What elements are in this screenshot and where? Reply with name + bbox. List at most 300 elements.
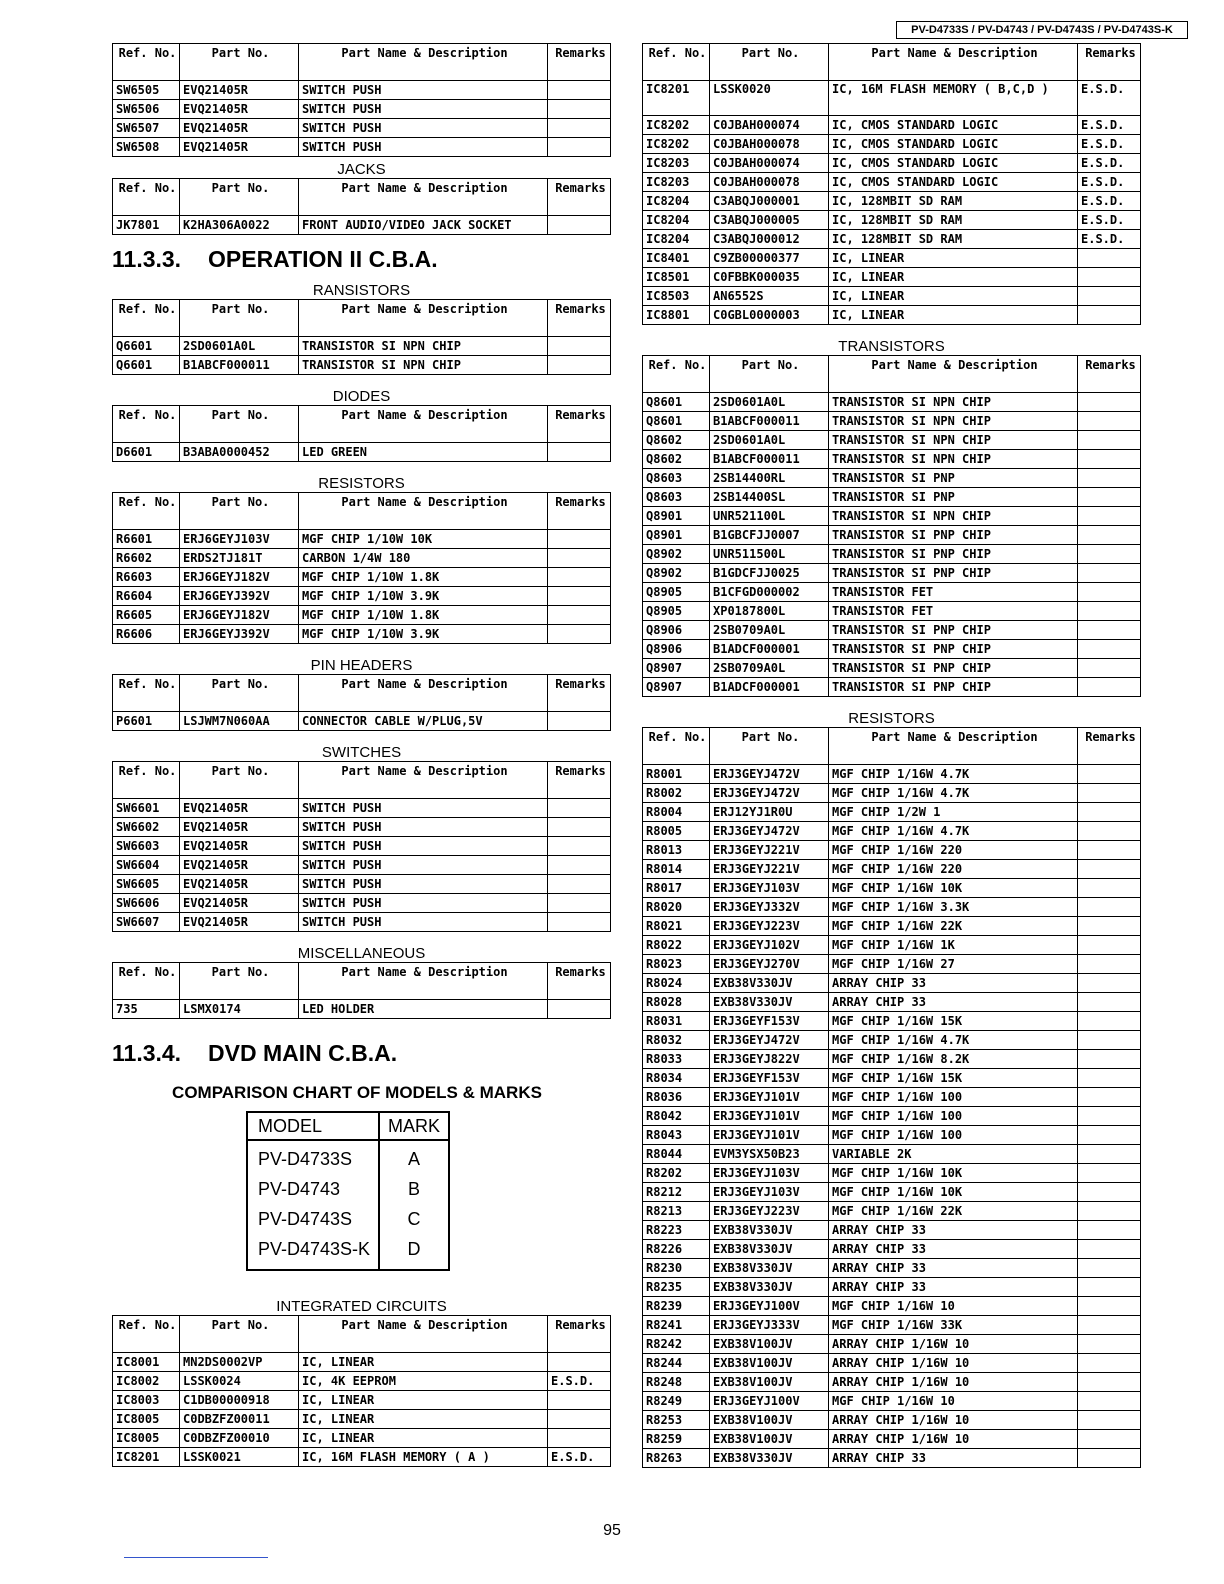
table-row bbox=[113, 119, 611, 138]
remarks-cell bbox=[548, 587, 611, 606]
part-number-cell: EXB38V330JV bbox=[710, 1221, 829, 1240]
part-number-cell: EXB38V100JV bbox=[710, 1354, 829, 1373]
table-row bbox=[643, 659, 1141, 678]
desc-column-header: Part Name & Description bbox=[299, 963, 548, 1000]
parts-table bbox=[112, 761, 611, 932]
remarks-column-header: Remarks bbox=[1078, 356, 1141, 393]
ref-cell: Q8905 bbox=[643, 602, 710, 621]
table-subheading: SWITCHES bbox=[321, 744, 402, 761]
ref-cell: Q8603 bbox=[643, 488, 710, 507]
ref-cell: Q6601 bbox=[113, 356, 180, 375]
table-row bbox=[643, 822, 1141, 841]
part-number-cell: ERJ12YJ1R0U bbox=[710, 803, 829, 822]
description-cell: MGF CHIP 1/16W 15K bbox=[829, 1069, 1078, 1088]
ref-cell: R8036 bbox=[643, 1088, 710, 1107]
part-number-cell: 2SB14400RL bbox=[710, 469, 829, 488]
description-cell: SWITCH PUSH bbox=[299, 856, 548, 875]
ref-cell: R8249 bbox=[643, 1392, 710, 1411]
remarks-column-header: Remarks bbox=[548, 963, 611, 1000]
ref-cell: R8042 bbox=[643, 1107, 710, 1126]
model-mark-cell: A bbox=[408, 1148, 421, 1169]
parts-table bbox=[112, 405, 611, 462]
part-column-header: Part No. bbox=[180, 44, 299, 81]
description-cell: TRANSISTOR SI PNP CHIP bbox=[829, 545, 1078, 564]
table-row bbox=[113, 606, 611, 625]
ref-cell: SW6606 bbox=[113, 894, 180, 913]
table-row bbox=[643, 993, 1141, 1012]
ref-cell: R8014 bbox=[643, 860, 710, 879]
table-row bbox=[643, 545, 1141, 564]
part-number-cell: ERJ3GEYJ100V bbox=[710, 1297, 829, 1316]
part-column-header: Part No. bbox=[180, 762, 299, 799]
table-row bbox=[113, 818, 611, 837]
part-number-cell: AN6552S bbox=[710, 287, 829, 306]
table-row bbox=[113, 856, 611, 875]
description-cell: LED HOLDER bbox=[299, 1000, 548, 1019]
ref-cell: R8020 bbox=[643, 898, 710, 917]
table-row bbox=[113, 81, 611, 100]
part-number-cell: ERJ3GEYJ223V bbox=[710, 1202, 829, 1221]
description-cell: ARRAY CHIP 33 bbox=[829, 1449, 1078, 1468]
ref-cell: R8241 bbox=[643, 1316, 710, 1335]
ref-cell: R6605 bbox=[113, 606, 180, 625]
part-number-cell: B1ABCF000011 bbox=[710, 450, 829, 469]
table-row bbox=[643, 974, 1141, 993]
description-cell: MGF CHIP 1/16W 100 bbox=[829, 1088, 1078, 1107]
table-row bbox=[643, 803, 1141, 822]
table-row bbox=[113, 568, 611, 587]
part-number-cell: EVQ21405R bbox=[180, 894, 299, 913]
table-row bbox=[113, 913, 611, 932]
table-header-row bbox=[113, 675, 611, 712]
part-number-cell: EVQ21405R bbox=[180, 138, 299, 157]
model-comparison-table bbox=[246, 1111, 450, 1271]
ref-cell: R8226 bbox=[643, 1240, 710, 1259]
remarks-cell bbox=[1078, 488, 1141, 507]
description-cell: SWITCH PUSH bbox=[299, 837, 548, 856]
section-heading bbox=[112, 235, 611, 283]
description-cell: IC, LINEAR bbox=[829, 287, 1078, 306]
description-cell: MGF CHIP 1/16W 4.7K bbox=[829, 765, 1078, 784]
table-row bbox=[643, 488, 1141, 507]
table-row bbox=[643, 1183, 1141, 1202]
table-row bbox=[643, 1297, 1141, 1316]
part-number-cell: ERJ3GEYJ822V bbox=[710, 1050, 829, 1069]
ref-cell: IC8204 bbox=[643, 192, 710, 211]
remarks-cell bbox=[1078, 659, 1141, 678]
description-cell: FRONT AUDIO/VIDEO JACK SOCKET bbox=[299, 216, 548, 235]
part-number-cell: ERJ3GEYJ221V bbox=[710, 860, 829, 879]
part-number-cell: EVM3YSX50B23 bbox=[710, 1145, 829, 1164]
remarks-cell bbox=[548, 913, 611, 932]
description-cell: SWITCH PUSH bbox=[299, 894, 548, 913]
part-number-cell: EVQ21405R bbox=[180, 799, 299, 818]
model-mark-cell: B bbox=[408, 1178, 421, 1199]
comparison-chart-title: COMPARISON CHART OF MODELS & MARKS bbox=[172, 1083, 542, 1102]
remarks-column-header: Remarks bbox=[548, 179, 611, 216]
remarks-cell bbox=[1078, 822, 1141, 841]
ref-column-header: Ref. No. bbox=[643, 728, 710, 765]
part-number-cell: ERJ3GEYJ101V bbox=[710, 1107, 829, 1126]
description-cell: MGF CHIP 1/16W 220 bbox=[829, 860, 1078, 879]
parts-table bbox=[112, 178, 611, 235]
table-row bbox=[643, 621, 1141, 640]
remarks-cell bbox=[1078, 1145, 1141, 1164]
table-header-row bbox=[113, 300, 611, 337]
table-row bbox=[643, 917, 1141, 936]
description-cell: IC, 128MBIT SD RAM bbox=[829, 192, 1078, 211]
table-row bbox=[643, 230, 1141, 249]
description-cell: SWITCH PUSH bbox=[299, 875, 548, 894]
ref-cell: SW6508 bbox=[113, 138, 180, 157]
model-name-cell: PV-D4733S bbox=[247, 1140, 379, 1174]
remarks-cell bbox=[1078, 1259, 1141, 1278]
description-cell: IC, 4K EEPROM bbox=[299, 1372, 548, 1391]
table-row bbox=[113, 894, 611, 913]
description-cell: MGF CHIP 1/16W 15K bbox=[829, 1012, 1078, 1031]
remarks-cell bbox=[1078, 431, 1141, 450]
remarks-cell bbox=[1078, 1316, 1141, 1335]
description-cell: MGF CHIP 1/10W 1.8K bbox=[299, 606, 548, 625]
remarks-cell bbox=[1078, 412, 1141, 431]
table-subheading: TRANSISTORS bbox=[838, 338, 945, 355]
description-cell: ARRAY CHIP 1/16W 10 bbox=[829, 1354, 1078, 1373]
part-number-cell: ERJ3GEYJ472V bbox=[710, 1031, 829, 1050]
ref-cell: Q8601 bbox=[643, 412, 710, 431]
table-row bbox=[643, 860, 1141, 879]
ref-cell: IC8201 bbox=[643, 81, 710, 116]
part-number-cell: B3ABA0000452 bbox=[180, 443, 299, 462]
table-subheading: PIN HEADERS bbox=[310, 657, 413, 674]
description-cell: MGF CHIP 1/16W 10K bbox=[829, 1164, 1078, 1183]
description-cell: MGF CHIP 1/16W 22K bbox=[829, 917, 1078, 936]
table-row bbox=[643, 955, 1141, 974]
table-subheading: MISCELLANEOUS bbox=[297, 945, 426, 962]
desc-column-header: Part Name & Description bbox=[299, 1316, 548, 1353]
part-number-cell: ERJ3GEYJ221V bbox=[710, 841, 829, 860]
table-row bbox=[113, 837, 611, 856]
description-cell: MGF CHIP 1/16W 100 bbox=[829, 1126, 1078, 1145]
remarks-cell bbox=[1078, 1164, 1141, 1183]
remarks-cell bbox=[548, 1410, 611, 1429]
remarks-cell bbox=[1078, 640, 1141, 659]
model-row bbox=[247, 1234, 449, 1270]
description-cell: ARRAY CHIP 33 bbox=[829, 1278, 1078, 1297]
ref-cell: R8202 bbox=[643, 1164, 710, 1183]
table-subheading: DIODES bbox=[332, 388, 391, 405]
desc-column-header: Part Name & Description bbox=[299, 44, 548, 81]
part-number-cell: ERJ3GEYJ102V bbox=[710, 936, 829, 955]
ref-column-header: Ref. No. bbox=[113, 179, 180, 216]
ref-cell: R8213 bbox=[643, 1202, 710, 1221]
description-cell: MGF CHIP 1/16W 4.7K bbox=[829, 784, 1078, 803]
remarks-cell: E.S.D. bbox=[1078, 173, 1141, 192]
part-number-cell: C0DBZFZ00010 bbox=[180, 1429, 299, 1448]
remarks-cell bbox=[1078, 841, 1141, 860]
part-number-cell: B1CFGD000002 bbox=[710, 583, 829, 602]
remarks-cell bbox=[548, 530, 611, 549]
description-cell: IC, 16M FLASH MEMORY ( A ) bbox=[299, 1448, 548, 1467]
ref-cell: R8001 bbox=[643, 765, 710, 784]
description-cell: MGF CHIP 1/16W 220 bbox=[829, 841, 1078, 860]
description-cell: TRANSISTOR SI PNP bbox=[829, 469, 1078, 488]
ref-cell: R8253 bbox=[643, 1411, 710, 1430]
desc-column-header: Part Name & Description bbox=[299, 406, 548, 443]
table-row bbox=[643, 431, 1141, 450]
remarks-cell bbox=[1078, 1031, 1141, 1050]
part-column-header: Part No. bbox=[710, 356, 829, 393]
description-cell: CONNECTOR CABLE W/PLUG,5V bbox=[299, 712, 548, 731]
ref-cell: R6603 bbox=[113, 568, 180, 587]
part-number-cell: LSJWM7N060AA bbox=[180, 712, 299, 731]
remarks-cell bbox=[548, 443, 611, 462]
part-number-cell: UNR511500L bbox=[710, 545, 829, 564]
remarks-cell bbox=[1078, 526, 1141, 545]
remarks-cell bbox=[1078, 507, 1141, 526]
remarks-column-header: Remarks bbox=[548, 493, 611, 530]
table-row bbox=[113, 875, 611, 894]
part-number-cell: C3ABQJ000005 bbox=[710, 211, 829, 230]
table-row bbox=[643, 1107, 1141, 1126]
remarks-column-header: Remarks bbox=[1078, 728, 1141, 765]
ref-cell: SW6601 bbox=[113, 799, 180, 818]
ref-cell: SW6603 bbox=[113, 837, 180, 856]
part-number-cell: 2SB0709A0L bbox=[710, 621, 829, 640]
remarks-cell bbox=[1078, 936, 1141, 955]
remarks-cell bbox=[1078, 917, 1141, 936]
description-cell: SWITCH PUSH bbox=[299, 119, 548, 138]
remarks-cell bbox=[1078, 784, 1141, 803]
ref-cell: Q8602 bbox=[643, 450, 710, 469]
description-cell: ARRAY CHIP 33 bbox=[829, 1259, 1078, 1278]
model-mark-cell: D bbox=[407, 1238, 421, 1259]
part-number-cell: ERJ6GEYJ182V bbox=[180, 568, 299, 587]
part-number-cell: EXB38V100JV bbox=[710, 1373, 829, 1392]
desc-column-header: Part Name & Description bbox=[299, 762, 548, 799]
ref-cell: R8031 bbox=[643, 1012, 710, 1031]
description-cell: ARRAY CHIP 1/16W 10 bbox=[829, 1411, 1078, 1430]
part-number-cell: ERJ6GEYJ182V bbox=[180, 606, 299, 625]
ref-column-header: Ref. No. bbox=[113, 44, 180, 81]
remarks-cell bbox=[1078, 860, 1141, 879]
part-number-cell: ERJ3GEYJ270V bbox=[710, 955, 829, 974]
ref-cell: R8013 bbox=[643, 841, 710, 860]
description-cell: TRANSISTOR SI PNP CHIP bbox=[829, 640, 1078, 659]
description-cell: MGF CHIP 1/10W 3.9K bbox=[299, 625, 548, 644]
description-cell: MGF CHIP 1/16W 10K bbox=[829, 1183, 1078, 1202]
table-row bbox=[643, 1221, 1141, 1240]
remarks-cell: E.S.D. bbox=[1078, 211, 1141, 230]
table-subheading: JACKS bbox=[337, 161, 386, 178]
remarks-cell bbox=[548, 549, 611, 568]
table-row bbox=[643, 564, 1141, 583]
table-header-row bbox=[643, 728, 1141, 765]
ref-cell: Q8907 bbox=[643, 659, 710, 678]
table-row bbox=[113, 1448, 611, 1467]
remarks-cell bbox=[1078, 1240, 1141, 1259]
description-cell: TRANSISTOR SI PNP CHIP bbox=[829, 678, 1078, 697]
ref-column-header: Ref. No. bbox=[643, 356, 710, 393]
ref-cell: IC8005 bbox=[113, 1410, 180, 1429]
part-number-cell: 2SD0601A0L bbox=[710, 431, 829, 450]
desc-column-header: Part Name & Description bbox=[829, 728, 1078, 765]
description-cell: TRANSISTOR FET bbox=[829, 602, 1078, 621]
ref-column-header: Ref. No. bbox=[113, 762, 180, 799]
ref-cell: Q8601 bbox=[643, 393, 710, 412]
description-cell: MGF CHIP 1/16W 10 bbox=[829, 1297, 1078, 1316]
part-number-cell: B1GBCFJJ0007 bbox=[710, 526, 829, 545]
ref-cell: Q6601 bbox=[113, 337, 180, 356]
part-number-cell: ERJ3GEYJ103V bbox=[710, 1183, 829, 1202]
remarks-cell bbox=[1078, 1411, 1141, 1430]
part-number-cell: C0DBZFZ00011 bbox=[180, 1410, 299, 1429]
remarks-cell bbox=[1078, 1126, 1141, 1145]
remarks-cell bbox=[1078, 1335, 1141, 1354]
parts-table bbox=[112, 299, 611, 375]
description-cell: IC, LINEAR bbox=[829, 268, 1078, 287]
ref-cell: SW6605 bbox=[113, 875, 180, 894]
description-cell: TRANSISTOR SI NPN CHIP bbox=[829, 431, 1078, 450]
ref-column-header: Ref. No. bbox=[113, 963, 180, 1000]
remarks-cell bbox=[1078, 1430, 1141, 1449]
part-number-cell: B1ABCF000011 bbox=[710, 412, 829, 431]
ref-cell: R8002 bbox=[643, 784, 710, 803]
remarks-cell: E.S.D. bbox=[1078, 230, 1141, 249]
remarks-cell bbox=[1078, 1297, 1141, 1316]
part-number-cell: C0JBAH000078 bbox=[710, 173, 829, 192]
table-row bbox=[643, 1126, 1141, 1145]
description-cell: TRANSISTOR SI PNP CHIP bbox=[829, 621, 1078, 640]
part-number-cell: EVQ21405R bbox=[180, 119, 299, 138]
document-header: PV-D4733S / PV-D4743 / PV-D4743S / PV-D4743S-K bbox=[896, 21, 1188, 39]
table-row bbox=[113, 1353, 611, 1372]
remarks-cell bbox=[1078, 803, 1141, 822]
remarks-cell bbox=[548, 875, 611, 894]
part-column-header: Part No. bbox=[180, 406, 299, 443]
ref-cell: Q8906 bbox=[643, 640, 710, 659]
part-column-header: Part No. bbox=[180, 963, 299, 1000]
description-cell: ARRAY CHIP 33 bbox=[829, 993, 1078, 1012]
ref-cell: R8235 bbox=[643, 1278, 710, 1297]
ref-cell: IC8002 bbox=[113, 1372, 180, 1391]
table-row bbox=[113, 1372, 611, 1391]
table-row bbox=[113, 356, 611, 375]
table-row bbox=[643, 602, 1141, 621]
description-cell: ARRAY CHIP 1/16W 10 bbox=[829, 1335, 1078, 1354]
remarks-cell bbox=[548, 81, 611, 100]
remarks-cell bbox=[548, 818, 611, 837]
table-row bbox=[113, 1000, 611, 1019]
ref-cell: Q8907 bbox=[643, 678, 710, 697]
description-cell: MGF CHIP 1/16W 1K bbox=[829, 936, 1078, 955]
ref-cell: IC8203 bbox=[643, 154, 710, 173]
part-number-cell: C0JBAH000078 bbox=[710, 135, 829, 154]
model-name-cell: PV-D4743S bbox=[247, 1204, 379, 1234]
table-row bbox=[643, 678, 1141, 697]
remarks-cell bbox=[1078, 1392, 1141, 1411]
ref-cell: R8033 bbox=[643, 1050, 710, 1069]
ref-cell: SW6604 bbox=[113, 856, 180, 875]
section-title: DVD MAIN C.B.A. bbox=[208, 1040, 398, 1066]
table-row bbox=[113, 1410, 611, 1429]
table-row bbox=[643, 526, 1141, 545]
part-number-cell: ERJ3GEYJ101V bbox=[710, 1126, 829, 1145]
part-number-cell: B1ABCF000011 bbox=[180, 356, 299, 375]
description-cell: TRANSISTOR FET bbox=[829, 583, 1078, 602]
parts-table bbox=[112, 492, 611, 644]
part-number-cell: EXB38V330JV bbox=[710, 993, 829, 1012]
page-number: 95 bbox=[603, 1522, 621, 1539]
part-column-header: Part No. bbox=[180, 493, 299, 530]
description-cell: ARRAY CHIP 33 bbox=[829, 1240, 1078, 1259]
description-cell: LED GREEN bbox=[299, 443, 548, 462]
description-cell: MGF CHIP 1/16W 10 bbox=[829, 1392, 1078, 1411]
part-column-header: Part No. bbox=[180, 300, 299, 337]
remarks-cell bbox=[548, 138, 611, 157]
table-row bbox=[643, 1335, 1141, 1354]
table-row bbox=[643, 306, 1141, 325]
part-number-cell: MN2DS0002VP bbox=[180, 1353, 299, 1372]
description-cell: IC, 128MBIT SD RAM bbox=[829, 211, 1078, 230]
remarks-cell: E.S.D. bbox=[1078, 192, 1141, 211]
ref-cell: R8021 bbox=[643, 917, 710, 936]
ref-cell: R8044 bbox=[643, 1145, 710, 1164]
table-row bbox=[113, 549, 611, 568]
table-row bbox=[643, 507, 1141, 526]
remarks-cell bbox=[548, 856, 611, 875]
description-cell: MGF CHIP 1/16W 4.7K bbox=[829, 1031, 1078, 1050]
remarks-cell: E.S.D. bbox=[548, 1372, 611, 1391]
table-row bbox=[113, 443, 611, 462]
remarks-cell bbox=[1078, 583, 1141, 602]
ref-cell: R8212 bbox=[643, 1183, 710, 1202]
part-number-cell: ERJ3GEYJ472V bbox=[710, 784, 829, 803]
desc-column-header: Part Name & Description bbox=[299, 300, 548, 337]
table-row bbox=[643, 879, 1141, 898]
remarks-cell bbox=[1078, 1069, 1141, 1088]
part-number-cell: EVQ21405R bbox=[180, 875, 299, 894]
description-cell: SWITCH PUSH bbox=[299, 81, 548, 100]
part-number-cell: EVQ21405R bbox=[180, 837, 299, 856]
remarks-cell bbox=[548, 119, 611, 138]
part-number-cell: XP0187800L bbox=[710, 602, 829, 621]
remarks-cell bbox=[548, 712, 611, 731]
part-number-cell: EXB38V100JV bbox=[710, 1335, 829, 1354]
ref-cell: IC8003 bbox=[113, 1391, 180, 1410]
remarks-cell bbox=[548, 337, 611, 356]
remarks-column-header: Remarks bbox=[548, 1316, 611, 1353]
ref-cell: R8230 bbox=[643, 1259, 710, 1278]
part-number-cell: LSSK0021 bbox=[180, 1448, 299, 1467]
part-number-cell: C0JBAH000074 bbox=[710, 154, 829, 173]
ref-cell: R8034 bbox=[643, 1069, 710, 1088]
table-row bbox=[643, 1316, 1141, 1335]
remarks-cell bbox=[1078, 1088, 1141, 1107]
description-cell: IC, LINEAR bbox=[299, 1410, 548, 1429]
table-row bbox=[643, 287, 1141, 306]
table-row bbox=[643, 1259, 1141, 1278]
description-cell: IC, CMOS STANDARD LOGIC bbox=[829, 135, 1078, 154]
ref-cell: R6606 bbox=[113, 625, 180, 644]
table-row bbox=[643, 1411, 1141, 1430]
part-number-cell: B1ADCF000001 bbox=[710, 640, 829, 659]
table-header-row bbox=[113, 406, 611, 443]
part-number-cell: ERJ3GEYJ103V bbox=[710, 1164, 829, 1183]
part-number-cell: EXB38V330JV bbox=[710, 1278, 829, 1297]
model-row bbox=[247, 1204, 449, 1234]
table-header-row bbox=[113, 179, 611, 216]
ref-cell: SW6507 bbox=[113, 119, 180, 138]
